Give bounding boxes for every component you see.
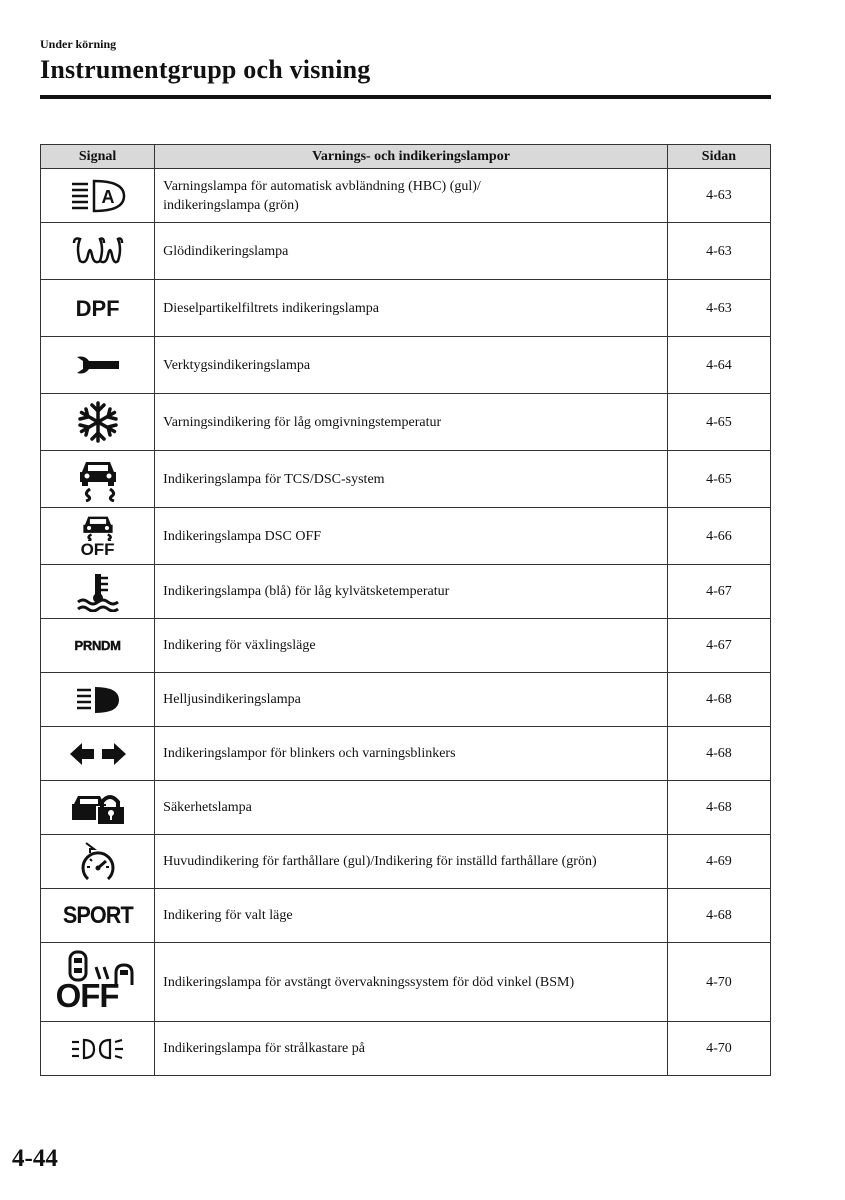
description-cell: Dieselpartikelfiltrets indikeringslampa xyxy=(155,280,668,337)
description-cell: Indikeringslampa (blå) för låg kylvätsketemperatur xyxy=(155,565,668,619)
description-cell: Indikeringslampa DSC OFF xyxy=(155,508,668,565)
description-cell: Huvudindikering för farthållare (gul)/Indikering för inställd farthållare (grön) xyxy=(155,835,668,889)
page-ref-cell: 4-68 xyxy=(667,781,770,835)
glow-plug-icon xyxy=(70,235,126,267)
off-label: OFF xyxy=(80,539,115,559)
table-row xyxy=(41,223,771,280)
page-title: Instrumentgrupp och visning xyxy=(40,55,371,84)
turn-signal-icon xyxy=(68,741,128,767)
page-ref-cell: 4-70 xyxy=(667,1022,770,1076)
description-cell: Indikeringslampa för avstängt övervakningssystem för död vinkel (BSM) xyxy=(155,943,668,1022)
page-ref-cell: 4-67 xyxy=(667,619,770,673)
description-cell: Varningslampa för automatisk avbländning (HBC) (gul)/ indikeringslampa (grön) xyxy=(155,169,668,223)
page-ref-cell: 4-70 xyxy=(667,943,770,1022)
page-ref-cell: 4-63 xyxy=(667,223,770,280)
page-ref-cell: 4-68 xyxy=(667,673,770,727)
column-header-page: Sidan xyxy=(667,145,770,169)
table-row xyxy=(41,565,771,619)
table-row xyxy=(41,781,771,835)
table-row xyxy=(41,619,771,673)
page-ref-cell: 4-63 xyxy=(667,280,770,337)
description-cell: Säkerhetslampa xyxy=(155,781,668,835)
wrench-icon xyxy=(73,353,123,377)
page-ref-cell: 4-69 xyxy=(667,835,770,889)
table-row xyxy=(41,835,771,889)
dsc-off-icon xyxy=(80,515,116,558)
page-ref-cell: 4-63 xyxy=(667,169,770,223)
page-ref-cell: 4-68 xyxy=(667,889,770,943)
off-label: OFF xyxy=(55,977,119,1014)
svg-text:A: A xyxy=(101,186,115,207)
cruise-control-icon xyxy=(78,841,118,883)
description-cell: Indikering för växlingsläge xyxy=(155,619,668,673)
indicator-table xyxy=(40,144,771,1076)
page-ref-cell: 4-68 xyxy=(667,727,770,781)
snowflake-icon xyxy=(76,400,120,444)
bsm-off-icon xyxy=(56,949,140,1015)
table-row xyxy=(41,451,771,508)
page-ref-cell: 4-66 xyxy=(667,508,770,565)
page-number: 4-44 xyxy=(12,1145,58,1172)
description-cell: Glödindikeringslampa xyxy=(155,223,668,280)
table-header-row xyxy=(41,145,771,169)
table-row xyxy=(41,673,771,727)
headlight-on-icon xyxy=(70,1037,126,1061)
table-row xyxy=(41,508,771,565)
column-header-signal: Signal xyxy=(41,145,155,169)
coolant-temperature-icon xyxy=(75,572,121,612)
column-header-description: Varnings- och indikeringslampor xyxy=(155,145,668,169)
table-row xyxy=(41,394,771,451)
description-cell: Indikeringslampa för TCS/DSC-system xyxy=(155,451,668,508)
table-row xyxy=(41,1022,771,1076)
description-cell: Verktygsindikeringslampa xyxy=(155,337,668,394)
table-row xyxy=(41,889,771,943)
page-ref-cell: 4-67 xyxy=(667,565,770,619)
description-cell: Indikeringslampor för blinkers och varningsblinkers xyxy=(155,727,668,781)
table-row xyxy=(41,727,771,781)
table-row xyxy=(41,943,771,1022)
security-icon xyxy=(70,790,126,826)
table-row xyxy=(41,280,771,337)
page-ref-cell: 4-65 xyxy=(667,394,770,451)
sport-mode-icon: SPORT xyxy=(62,902,133,930)
page-ref-cell: 4-65 xyxy=(667,451,770,508)
gear-position-icon: PRNDM xyxy=(74,638,121,654)
auto-high-beam-control-icon xyxy=(68,178,128,214)
tcs-dsc-icon xyxy=(76,456,120,502)
car-skid-icon xyxy=(80,515,116,541)
dpf-icon: DPF xyxy=(75,295,120,321)
high-beam-icon xyxy=(73,685,123,715)
title-divider xyxy=(40,95,771,99)
description-cell: Indikering för valt läge xyxy=(155,889,668,943)
table-row xyxy=(41,337,771,394)
description-cell: Varningsindikering för låg omgivningstemperatur xyxy=(155,394,668,451)
page-ref-cell: 4-64 xyxy=(667,337,770,394)
description-cell: Indikeringslampa för strålkastare på xyxy=(155,1022,668,1076)
description-cell: Helljusindikeringslampa xyxy=(155,673,668,727)
table-row xyxy=(41,169,771,223)
section-label: Under körning xyxy=(40,37,117,51)
